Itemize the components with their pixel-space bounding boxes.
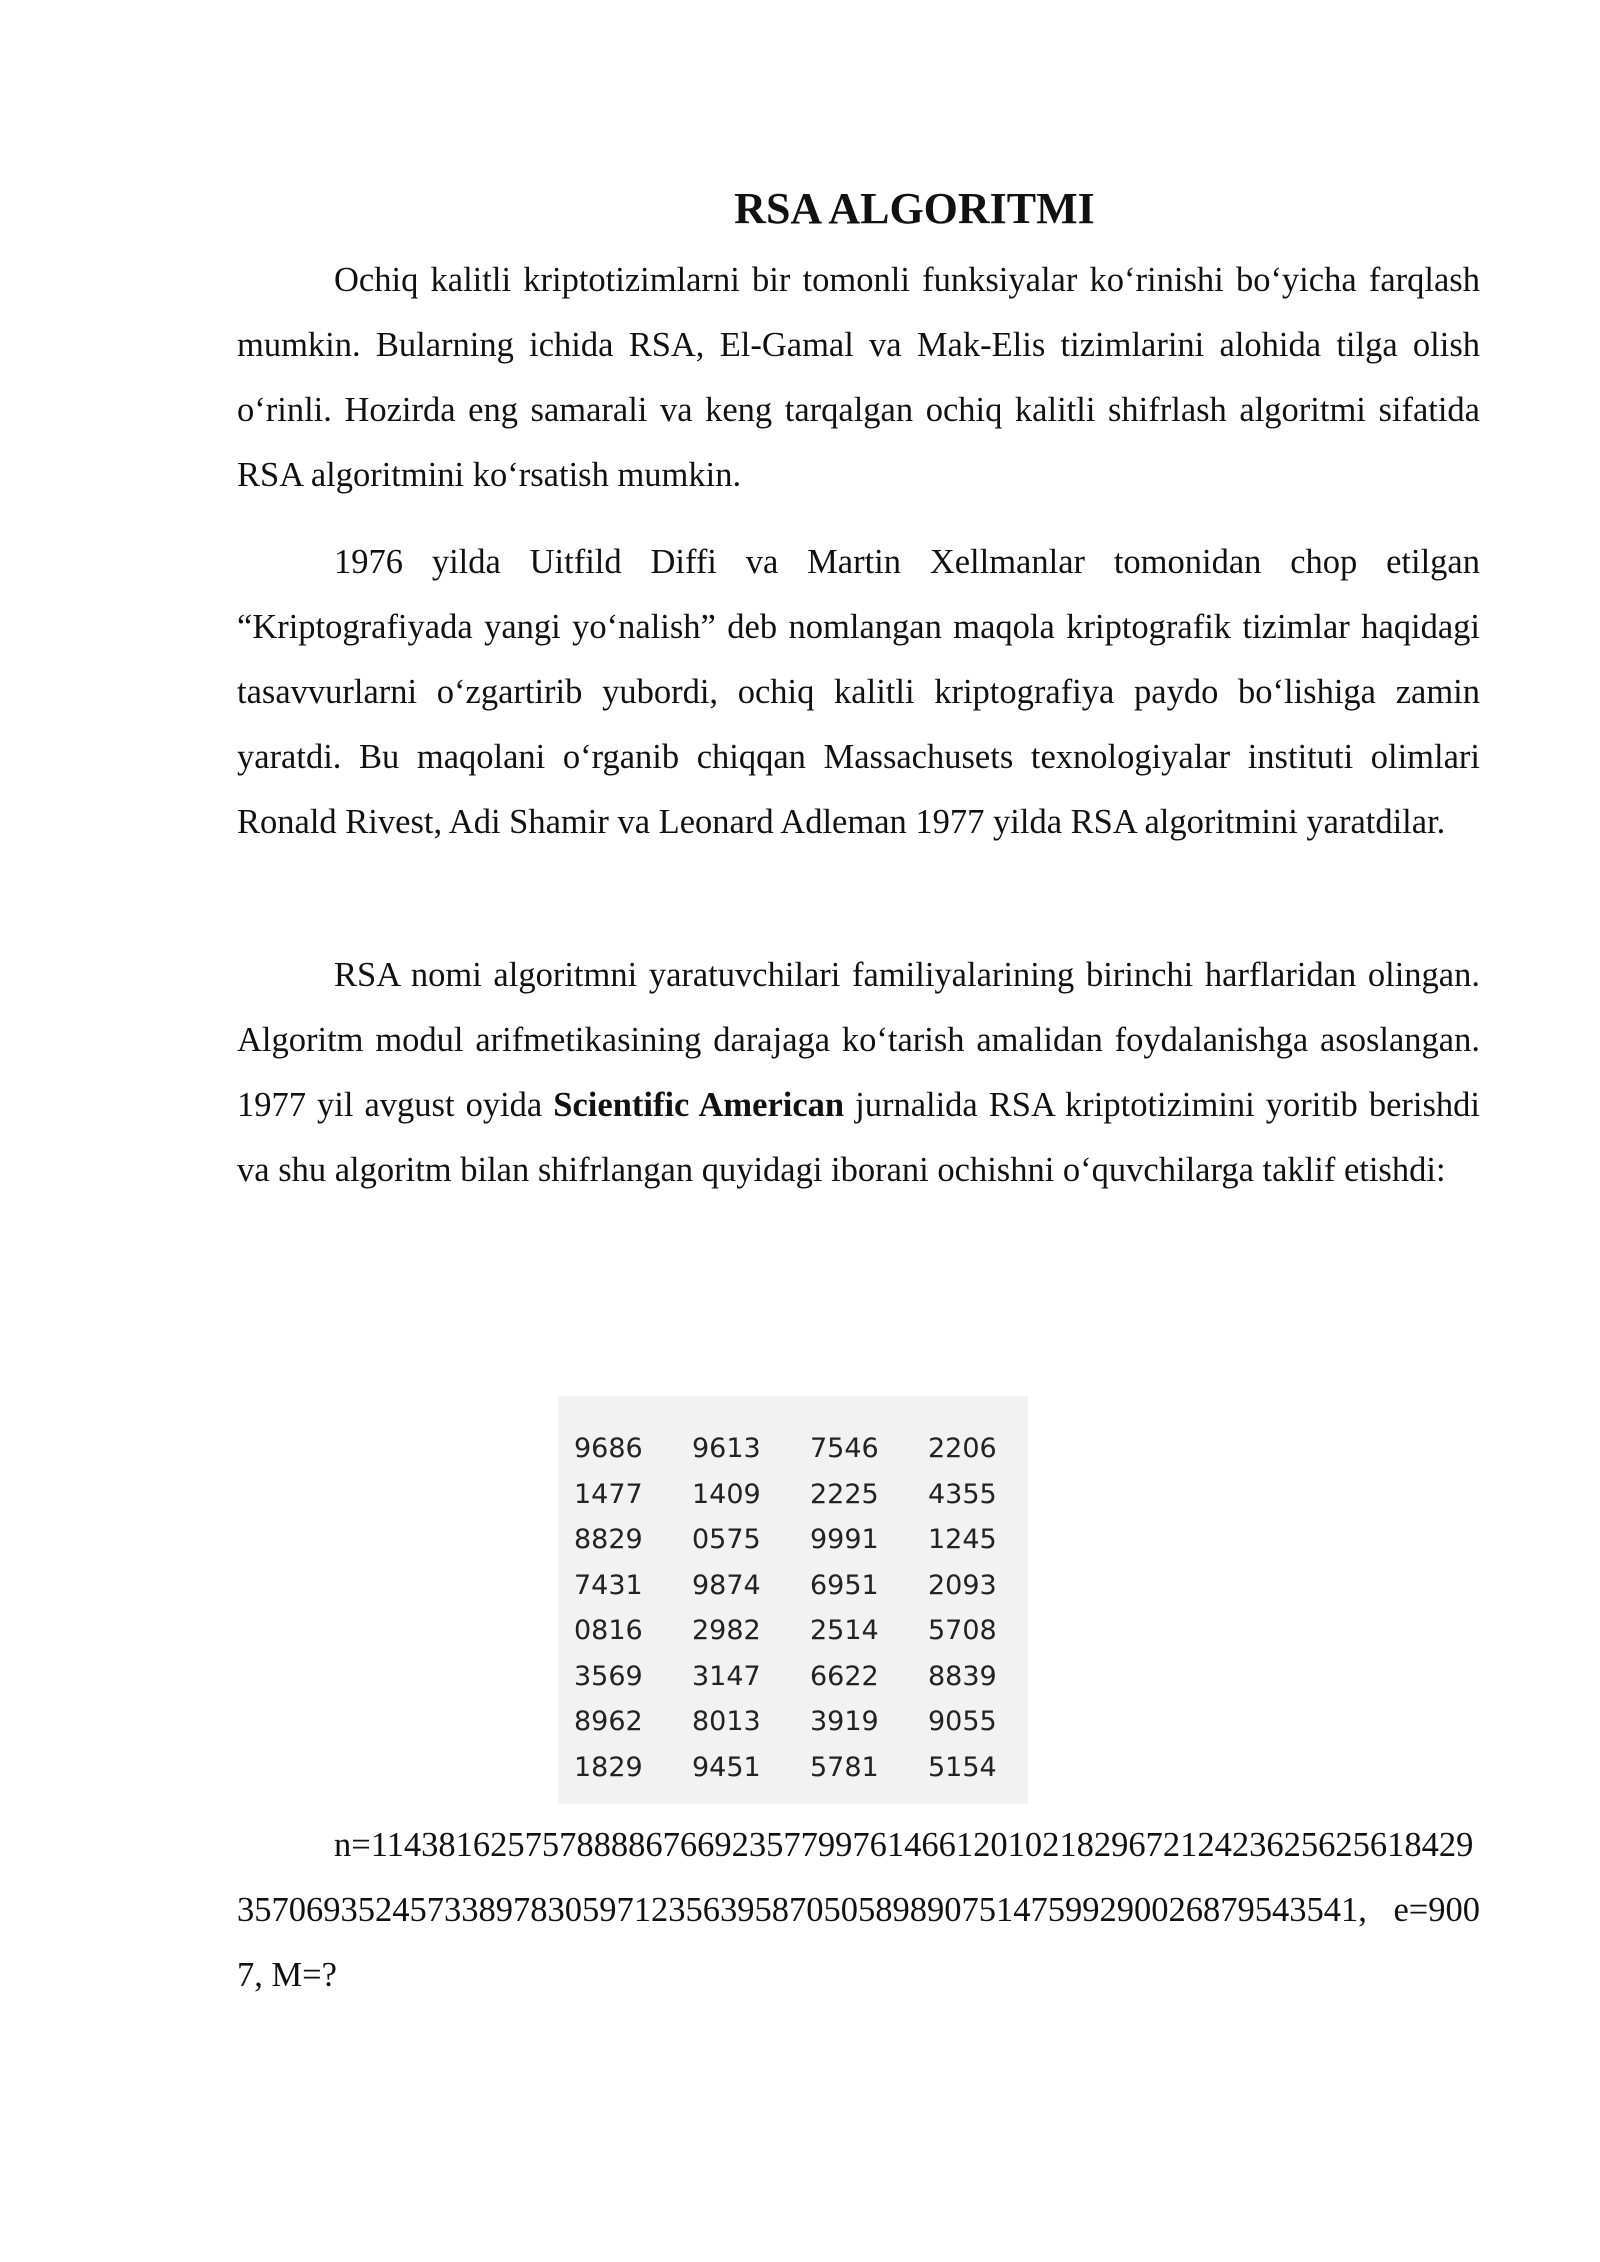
ciphertext-cell: 1829 bbox=[574, 1751, 643, 1783]
ciphertext-cell: 8829 bbox=[574, 1524, 643, 1555]
ciphertext-cell: 2206 bbox=[928, 1433, 997, 1464]
ciphertext-cell: 8962 bbox=[574, 1706, 643, 1737]
rsa-parameters: n=114381625757888867669235779976146612010218296721242362562561842935706935245733897830597123563958705058989075147599290026879543541, e=9007, M=? bbox=[237, 1826, 1480, 1994]
ciphertext-cell: 0575 bbox=[692, 1524, 761, 1555]
ciphertext-cell: 9451 bbox=[692, 1751, 761, 1783]
paragraph-rsa-origin bbox=[237, 943, 1480, 1203]
ciphertext-cell: 9686 bbox=[574, 1433, 643, 1464]
ciphertext-cell: 1409 bbox=[692, 1478, 761, 1510]
ciphertext-grid bbox=[574, 1426, 1046, 1790]
ciphertext-cell: 8839 bbox=[928, 1660, 997, 1692]
ciphertext-cell: 6622 bbox=[810, 1660, 879, 1692]
ciphertext-cell: 7431 bbox=[574, 1569, 643, 1601]
ciphertext-cell: 4355 bbox=[928, 1478, 997, 1510]
ciphertext-cell: 3919 bbox=[810, 1706, 879, 1737]
ciphertext-cell: 7546 bbox=[810, 1433, 879, 1464]
ciphertext-cell: 1245 bbox=[928, 1524, 997, 1555]
ciphertext-cell: 9991 bbox=[810, 1524, 879, 1555]
ciphertext-table bbox=[558, 1396, 1028, 1804]
ciphertext-cell: 5708 bbox=[928, 1615, 997, 1646]
ciphertext-cell: 5781 bbox=[810, 1751, 879, 1783]
ciphertext-cell: 9874 bbox=[692, 1569, 761, 1601]
paragraph-history: 1976 yilda Uitfild Diffi va Martin Xellmanlar tomonidan chop etilgan “Kriptografiyada yangi yo‘nalish” deb nomlangan maqola kriptografik tizimlar haqidagi tasavvurlarni o‘zgartirib yubordi, ochiq kalitli kriptografiya paydo bo‘lishiga zamin yaratdi. Bu maqolani o‘rganib chiqqan Massachusets texnologiyalar instituti olimlari Ronald Rivest, Adi Shamir va Leonard Adleman 1977 yilda RSA algoritmini yaratdilar. bbox=[237, 543, 1480, 841]
paragraph-rsa-origin-text-start: RSA nomi algoritmni yaratuvchilari familiyalarining birinchi harflaridan olingan. Algoritm modul arifmetikasining darajaga ko‘tarish amalidan foydalanishga asoslangan. 1977 yil avgust oyida bbox=[237, 956, 1480, 1124]
ciphertext-cell: 9055 bbox=[928, 1706, 997, 1737]
ciphertext-cell: 5154 bbox=[928, 1751, 997, 1783]
page-title: RSA ALGORITMI bbox=[734, 184, 1095, 234]
ciphertext-cell: 2093 bbox=[928, 1569, 997, 1601]
ciphertext-cell: 8013 bbox=[692, 1706, 761, 1737]
paragraph-intro: Ochiq kalitli kriptotizimlarni bir tomonli funksiyalar ko‘rinishi bo‘yicha farqlash mumkin. Bularning ichida RSA, El-Gamal va Mak-Elis tizimlarini alohida tilga olish o‘rinli. Hozirda eng samarali va keng tarqalgan ochiq kalitli shifrlash algoritmi sifatida RSA algoritmini ko‘rsatish mumkin. bbox=[237, 261, 1480, 494]
ciphertext-cell: 1477 bbox=[574, 1478, 643, 1510]
ciphertext-cell: 6951 bbox=[810, 1569, 879, 1601]
paragraph-rsa-origin-text-end: jurnalida RSA kriptotizimini yoritib berishdi va shu algoritm bilan shifrlangan quyidagi iborani ochishni o‘quvchilarga taklif etishdi: bbox=[237, 1086, 1480, 1189]
ciphertext-cell: 2982 bbox=[692, 1615, 761, 1646]
ciphertext-cell: 3569 bbox=[574, 1660, 643, 1692]
journal-name: Scientific American bbox=[553, 1086, 845, 1124]
ciphertext-cell: 9613 bbox=[692, 1433, 761, 1464]
ciphertext-cell: 3147 bbox=[692, 1660, 761, 1692]
ciphertext-cell: 2514 bbox=[810, 1615, 879, 1646]
ciphertext-cell: 0816 bbox=[574, 1615, 643, 1646]
ciphertext-cell: 2225 bbox=[810, 1478, 879, 1510]
